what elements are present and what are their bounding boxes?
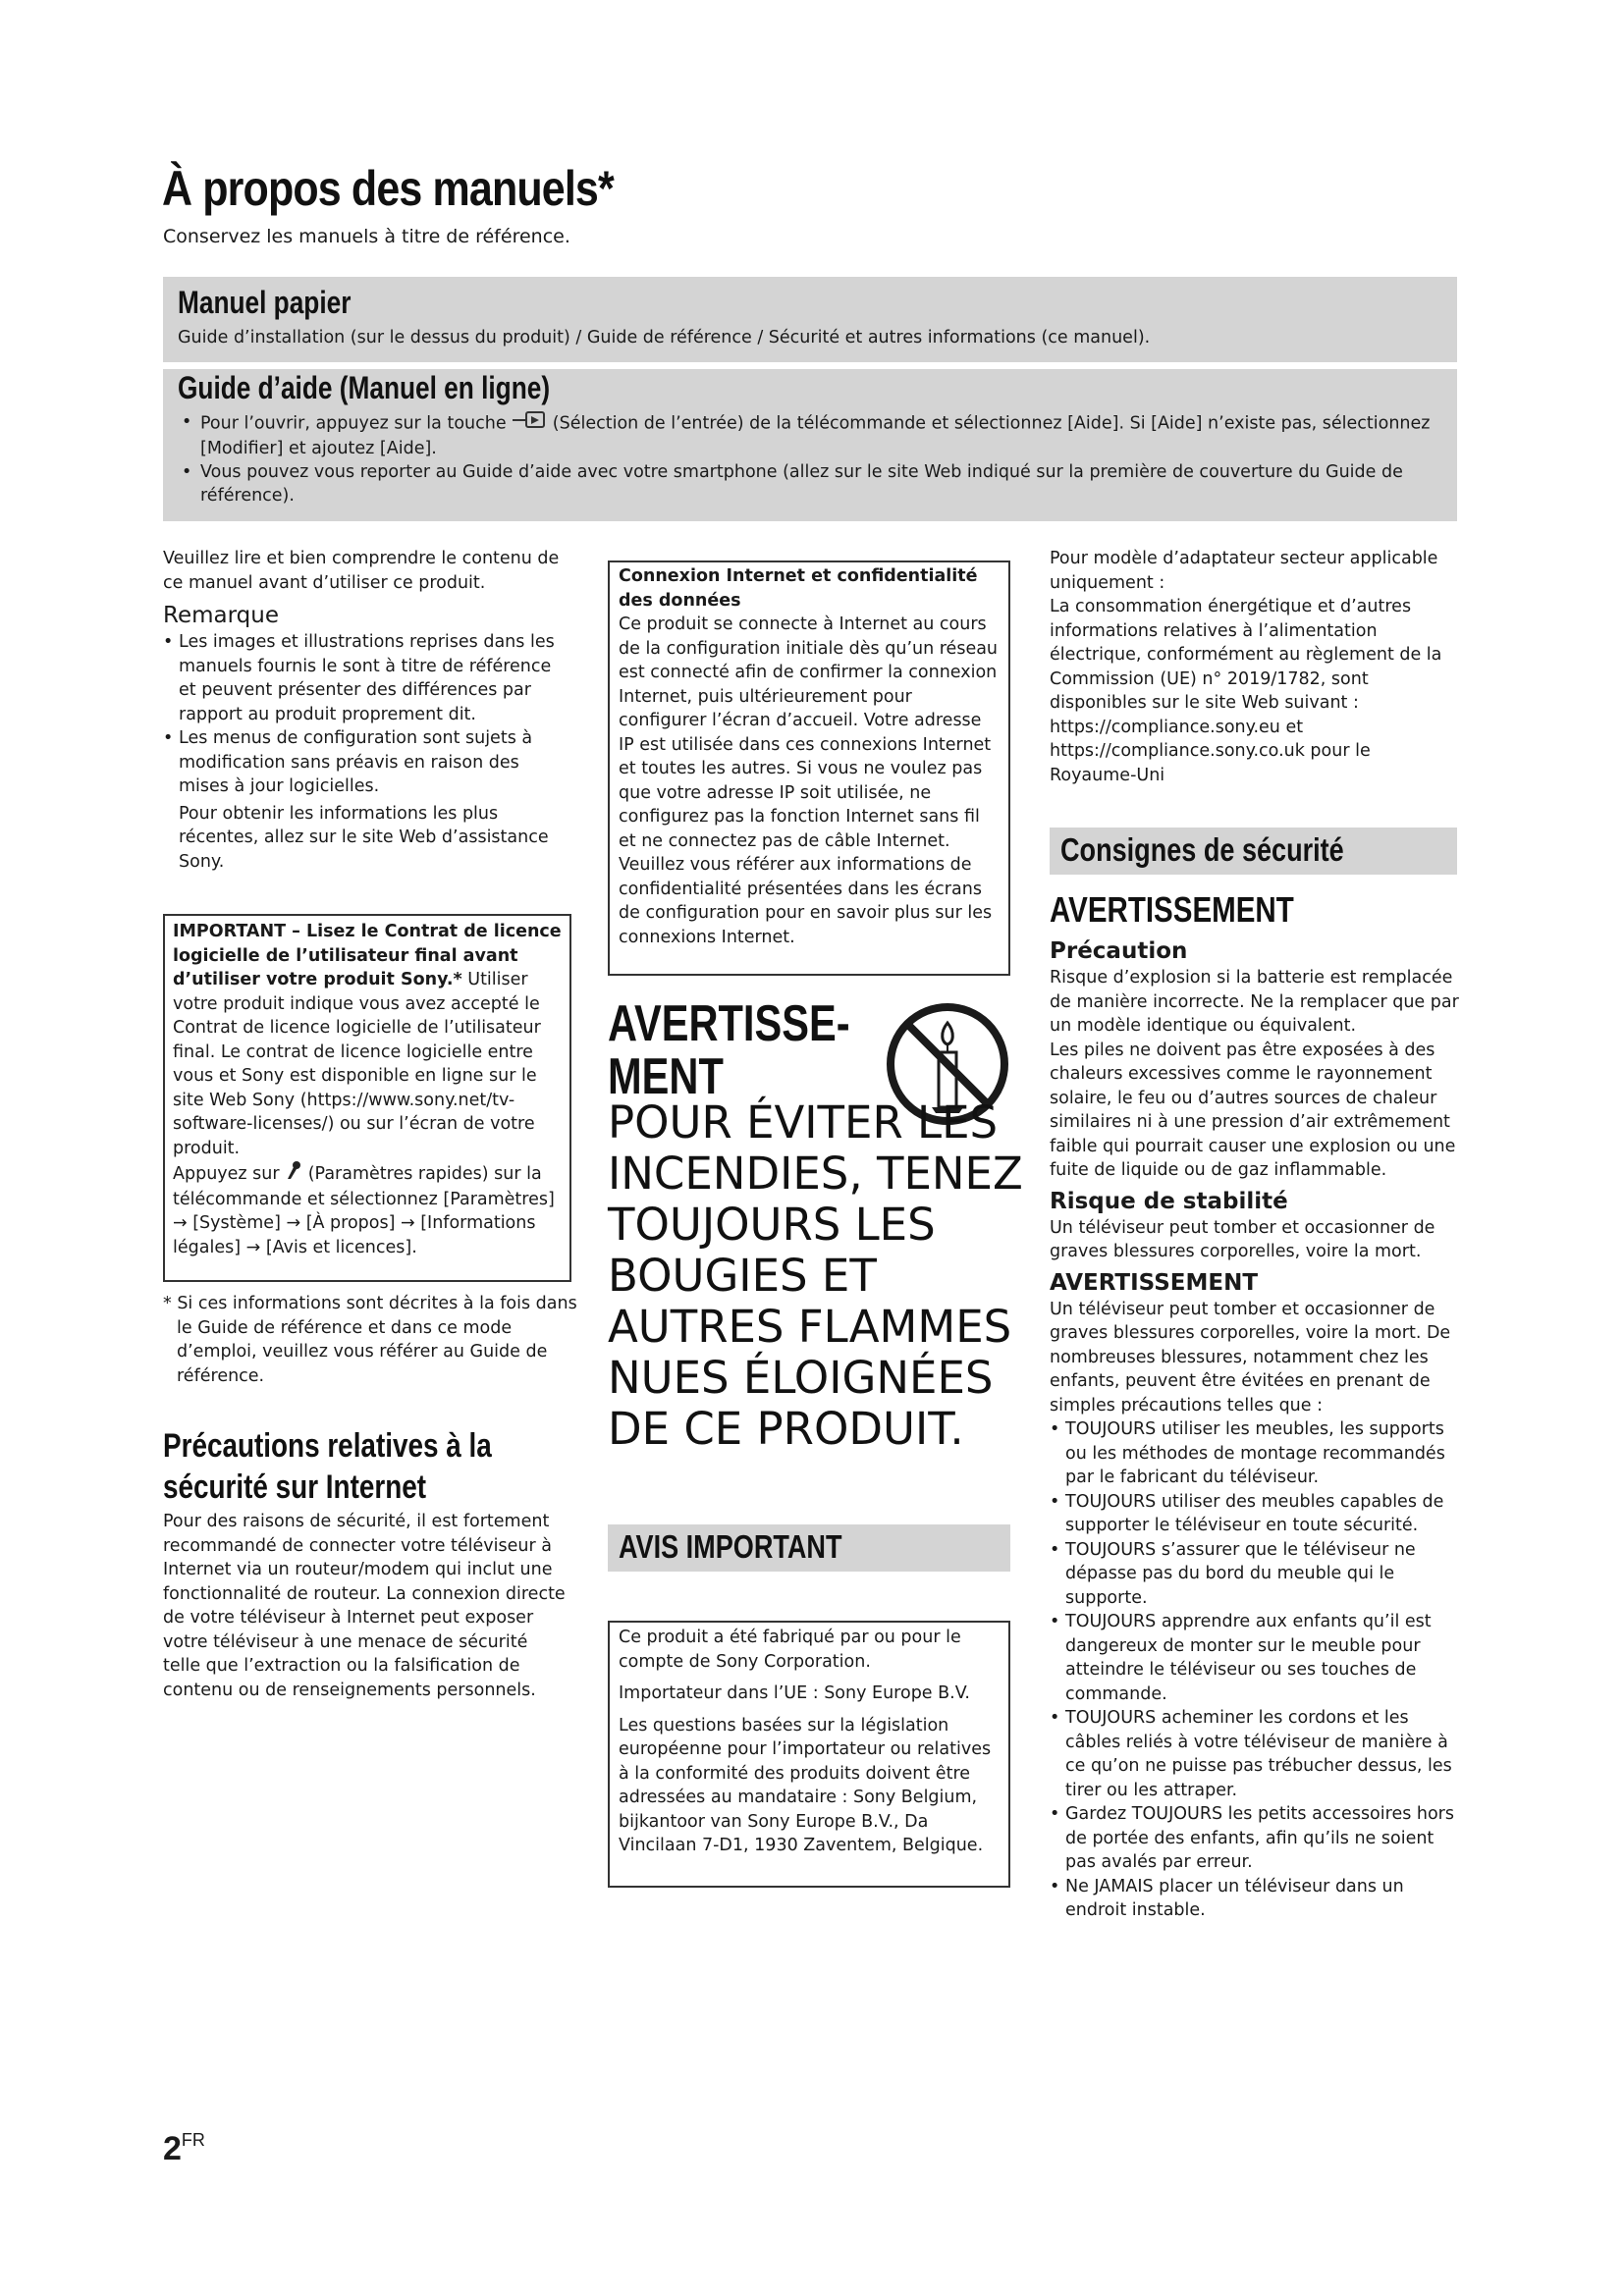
stability-heading: Risque de stabilité: [1050, 1188, 1288, 1214]
precaution-p1: Risque d’explosion si la batterie est remplacée de manière incorrecte. Ne la remplacer que par un modèle identique ou équivalent.: [1050, 968, 1459, 1036]
avert2-item-1: • TOUJOURS utiliser les meubles, les supports ou les méthodes de montage recommandés par le fabricant du téléviseur.: [1050, 1417, 1462, 1490]
page-number-lang: FR: [181, 2130, 205, 2150]
avert2-item-6: • Gardez TOUJOURS les petits accessoires hors de portée des enfants, afin qu’ils ne soient pas avalés par erreur.: [1050, 1802, 1462, 1875]
remarque-extra: Pour obtenir les informations les plus récentes, allez sur le site Web d’assistance Sony.: [179, 803, 549, 872]
warning-title: AVERTISSE- MENT: [608, 995, 850, 1105]
warning-text: POUR ÉVITER LES INCENDIES, TENEZ TOUJOURS LES BOUGIES ET AUTRES FLAMMES NUES ÉLOIGNÉES DE CE PRODUIT.: [608, 1096, 1023, 1455]
precaution-p2: Les piles ne doivent pas être exposées à des chaleurs excessives comme le rayonnement solaire, le feu ou d’autres sources de chaleur similaires ni à une pression d’air extrêmement faible qui pourrait causer une explosion ou une fuite de liquide ou de gaz inflammable.: [1050, 1040, 1456, 1180]
important-path-a: Appuyez sur: [173, 1163, 280, 1184]
internet-text: Pour des raisons de sécurité, il est fortement recommandé de connecter votre téléviseur à Internet via un routeur/modem qui inclut une fonctionnalité de routeur. La connexion directe de votre téléviseur à Internet peut exposer votre téléviseur à une menace de sécurité telle que l’extraction ou la falsification de contenu ou de renseignements personnels.: [163, 1512, 566, 1700]
avert2-item-4: • TOUJOURS apprendre aux enfants qu’il est dangereux de monter sur le meuble pour atteindre le téléviseur ou ses touches de commande.: [1050, 1610, 1462, 1706]
intro-text: Veuillez lire et bien comprendre le contenu de ce manuel avant d’utiliser ce produit.: [163, 549, 560, 593]
important-path-b: (Paramètres rapides) sur la télécommande et sélectionnez [Paramètres] → [Système] → [À propos] → [Informations légales] → [Avis et licences].: [173, 1163, 555, 1257]
manual-paper-heading: Manuel papier: [178, 285, 352, 320]
avis-p3: Les questions basées sur la législation européenne pour l’importateur ou relatives à la conformité des produits doivent être adressées au mandataire : Sony Belgium, bijkantoor van Sony Europe B.V., Da Vincilaan 7-D1, 1930 Zaventem, Belgique.: [619, 1715, 992, 1855]
safety-heading-bar: [1050, 828, 1457, 875]
important-text: [173, 920, 562, 1160]
stability-text: Un téléviseur peut tomber et occasionner de graves blessures corporelles, voire la mort.: [1050, 1217, 1435, 1261]
avert2-text: Un téléviseur peut tomber et occasionner de graves blessures corporelles, voire la mort. De nombreuses blessures, notamment chez les enfants, peuvent être évitées en prenant de simples précautions telles que :: [1050, 1299, 1451, 1415]
help-guide-heading: Guide d’aide (Manuel en ligne): [178, 370, 551, 405]
help-guide-bullet-2: • Vous pouvez vous reporter au Guide d’aide avec votre smartphone (allez sur le site Web indiqué sur la première de couverture du Guide de référence).: [178, 460, 1444, 507]
avert2-item-5: • TOUJOURS acheminer les cordons et les câbles reliés à votre téléviseur de manière à ce qu’on ne puisse pas trébucher dessus, les tirer ou les attraper.: [1050, 1706, 1462, 1802]
remarque-list: [163, 630, 566, 799]
remarque-heading: Remarque: [163, 603, 279, 628]
help-guide-bullet-1-b: (Sélection de l’entrée) de la télécommande et sélectionnez [Aide]. Si [Aide] n’existe pas, sélectionnez [Modifier] et ajoutez [Aide].: [200, 413, 1431, 458]
important-body: Utiliser votre produit indique vous avez accepté le Contrat de licence logicielle de l’utilisateur final. Le contrat de licence logicielle entre vous et Sony est disponible en ligne sur le site Web Sony (https://www.sony.net/tv-software-licenses/) ou sur l’écran de votre produit.: [173, 970, 541, 1158]
avis-p1: Ce produit a été fabriqué par ou pour le compte de Sony Corporation.: [619, 1628, 961, 1672]
privacy-box: [608, 561, 1010, 976]
important-box: [163, 914, 571, 1282]
avert2-item-2: • TOUJOURS utiliser des meubles capables de supporter le téléviseur en toute sécurité.: [1050, 1490, 1462, 1538]
input-select-icon: [512, 410, 547, 437]
avert-heading: AVERTISSEMENT: [1050, 889, 1294, 930]
right-column-body: [1050, 936, 1462, 1923]
precaution-heading: Précaution: [1050, 938, 1188, 964]
help-guide-box: [163, 369, 1457, 521]
quick-settings-icon: [285, 1160, 302, 1188]
avis-heading: AVIS IMPORTANT: [619, 1528, 842, 1565]
remarque-item-2: • Les menus de configuration sont sujets à modification sans préavis en raison des mises à jour logicielles.: [163, 726, 566, 799]
page-subtitle: Conservez les manuels à titre de référence.: [163, 226, 570, 247]
privacy-heading: Connexion Internet et confidentialité des données: [619, 566, 978, 611]
avert2-heading: AVERTISSEMENT: [1050, 1269, 1259, 1296]
help-guide-list: [178, 410, 1444, 507]
footnote: * Si ces informations sont décrites à la fois dans le Guide de référence et dans ce mode d’emploi, veuillez vous référer au Guide de référence.: [163, 1294, 577, 1386]
privacy-text: Ce produit se connecte à Internet au cours de la configuration initiale dès qu’un réseau est connecté afin de confirmer la connexion Internet, puis ultérieurement pour configurer l’écran d’accueil. Votre adresse IP est utilisée dans ces connexions Internet et toutes les autres. Si vous ne voulez pas que votre adresse IP soit utilisée, ne configurez pas la fonction Internet sans fil et ne connectez pas de câble Internet. Veuillez vous référer aux informations de confidentialité présentées dans les écrans de configuration pour en savoir plus sur les connexions Internet.: [619, 614, 999, 947]
important-path: [173, 1160, 562, 1259]
important-bold: IMPORTANT – Lisez le Contrat de licence logicielle de l’utilisateur final avant d’utiliser votre produit Sony.*: [173, 922, 562, 989]
help-guide-bullet-1-a: Pour l’ouvrir, appuyez sur la touche: [200, 413, 507, 434]
avis-p2: Importateur dans l’UE : Sony Europe B.V.: [619, 1683, 970, 1703]
avert2-item-3: • TOUJOURS s’assurer que le téléviseur ne dépasse pas du bord du meuble qui le supporte.: [1050, 1538, 1462, 1611]
avert2-item-7: • Ne JAMAIS placer un téléviseur dans un endroit instable.: [1050, 1875, 1462, 1923]
avis-box: [608, 1621, 1010, 1888]
safety-heading: Consignes de sécurité: [1060, 831, 1344, 868]
page-title: À propos des manuels*: [162, 161, 614, 216]
page-number: [163, 2130, 205, 2168]
energy-text: La consommation énergétique et d’autres informations relatives à l’alimentation électrique, conformément au règlement de la Commission (UE) n° 2019/1782, sont disponibles sur le site Web suivant : https://compliance.sony.eu et https://compliance.sony.co.uk pour le Royaume-Uni: [1050, 597, 1442, 785]
internet-heading: Précautions relatives à la sécurité sur Internet: [163, 1427, 492, 1506]
right-column-top: [1050, 547, 1457, 787]
remarque-item-1: • Les images et illustrations reprises dans les manuels fournis le sont à titre de référence et peuvent présenter des différences par rapport au produit proprement dit.: [163, 630, 566, 726]
avis-heading-bar: [608, 1524, 1010, 1572]
avert2-list: [1050, 1417, 1462, 1923]
adapter-text: Pour modèle d’adaptateur secteur applicable uniquement :: [1050, 549, 1438, 593]
help-guide-bullet-1: [178, 410, 1444, 460]
manual-paper-box: [163, 277, 1457, 362]
page-number-value: 2: [163, 2130, 182, 2167]
left-column: [163, 547, 566, 874]
manual-paper-text: Guide d’installation (sur le dessus du produit) / Guide de référence / Sécurité et autres informations (ce manuel).: [178, 328, 1151, 347]
